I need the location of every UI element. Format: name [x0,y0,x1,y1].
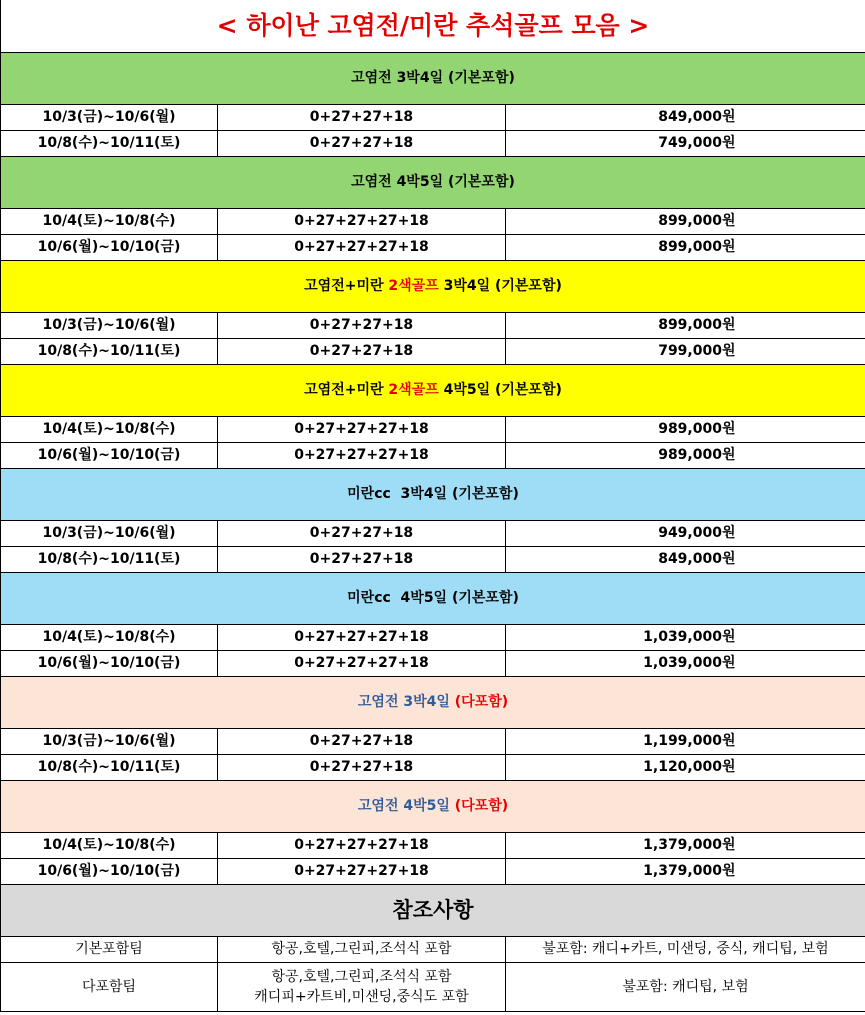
price-cell [506,520,865,546]
table-row [1,130,865,156]
section-header-text: 3박4일 (기본포함) [438,277,562,294]
price-text: 899,000원 [658,316,736,333]
rounds-cell: 0+27+27+18 [218,546,506,572]
page-title: < 하이난 고염전/미란 추석골프 모음 > [1,0,865,52]
price-text: 849,000원 [658,108,736,125]
table-row [1,624,865,650]
price-text: 1,199,000원 [643,732,736,749]
price-text: 899,000원 [658,238,736,255]
section-header [1,572,865,624]
rounds-cell: 0+27+27+27+18 [218,624,506,650]
price-cell [506,546,865,572]
date-cell: 10/6(월)~10/10(금) [1,234,218,260]
price-cell [506,650,865,676]
date-cell: 10/3(금)~10/6(월) [1,520,218,546]
price-cell [506,832,865,858]
price-text: 1,039,000원 [643,628,736,645]
section-header-text: 미란cc 4박5일 (기본포함) [347,589,519,606]
section-header-text: 고염전 4박5일 (기본포함) [351,173,515,190]
reference-excluded: 불포함: 캐디+카트, 미샌딩, 중식, 캐디팁, 보험 [506,936,865,962]
rounds-cell: 0+27+27+18 [218,728,506,754]
date-cell: 10/4(토)~10/8(수) [1,416,218,442]
rounds-cell: 0+27+27+27+18 [218,416,506,442]
table-row [1,520,865,546]
section-header-row [1,676,865,728]
price-text: 989,000원 [658,420,736,437]
title-row [1,0,865,52]
date-cell: 10/3(금)~10/6(월) [1,312,218,338]
rounds-cell: 0+27+27+18 [218,130,506,156]
section-header-text: 고염전 4박5일 [357,797,455,814]
price-text: 1,039,000원 [643,654,736,671]
rounds-cell: 0+27+27+18 [218,104,506,130]
price-text: 1,120,000원 [643,758,736,775]
section-header-row [1,572,865,624]
reference-row [1,962,865,1011]
rounds-cell: 0+27+27+18 [218,338,506,364]
price-text: 949,000원 [658,524,736,541]
section-header-highlight: 2색골프 [388,277,439,294]
section-header [1,364,865,416]
price-cell [506,416,865,442]
table-row [1,858,865,884]
date-cell: 10/6(월)~10/10(금) [1,650,218,676]
date-cell: 10/8(수)~10/11(토) [1,130,218,156]
rounds-cell: 0+27+27+27+18 [218,234,506,260]
price-cell [506,338,865,364]
rounds-cell: 0+27+27+27+18 [218,858,506,884]
section-header-row [1,260,865,312]
table-row [1,338,865,364]
date-cell: 10/8(수)~10/11(토) [1,754,218,780]
section-header [1,676,865,728]
price-text: 899,000원 [658,212,736,229]
reference-included-line: 항공,호텔,그린피,조석식 포함 [271,968,452,985]
table-row [1,650,865,676]
section-header-highlight: 2색골프 [388,381,439,398]
section-header [1,260,865,312]
rounds-cell: 0+27+27+18 [218,312,506,338]
price-cell [506,208,865,234]
date-cell: 10/8(수)~10/11(토) [1,338,218,364]
date-cell: 10/4(토)~10/8(수) [1,624,218,650]
price-text: 749,000원 [658,134,736,151]
table-row [1,208,865,234]
rounds-cell: 0+27+27+27+18 [218,832,506,858]
price-text: 1,379,000원 [643,862,736,879]
price-cell [506,858,865,884]
section-header-row [1,52,865,104]
date-cell: 10/6(월)~10/10(금) [1,442,218,468]
table-row [1,416,865,442]
rounds-cell: 0+27+27+18 [218,520,506,546]
date-cell: 10/3(금)~10/6(월) [1,104,218,130]
section-header-row [1,468,865,520]
table-row [1,442,865,468]
table-row [1,546,865,572]
section-header-text: 고염전 3박4일 (기본포함) [351,69,515,86]
reference-included: 항공,호텔,그린피,조석식 포함 [218,936,506,962]
price-cell [506,442,865,468]
reference-title: 참조사항 [1,884,865,936]
section-header-row [1,156,865,208]
table-row [1,728,865,754]
date-cell: 10/3(금)~10/6(월) [1,728,218,754]
section-header [1,52,865,104]
section-header-row [1,780,865,832]
reference-title-row [1,884,865,936]
price-cell [506,754,865,780]
table-row [1,234,865,260]
section-header-text: 고염전+미란 [304,277,389,294]
section-header-text: 미란cc 3박4일 (기본포함) [347,485,519,502]
reference-row [1,936,865,962]
section-header-highlight: (다포함) [454,797,509,814]
date-cell: 10/4(토)~10/8(수) [1,208,218,234]
rounds-cell: 0+27+27+27+18 [218,442,506,468]
rounds-cell: 0+27+27+27+18 [218,208,506,234]
price-text: 799,000원 [658,342,736,359]
section-header-text: 고염전+미란 [304,381,389,398]
section-header-row [1,364,865,416]
price-cell [506,728,865,754]
price-cell [506,234,865,260]
table-row [1,832,865,858]
price-cell [506,130,865,156]
date-cell: 10/4(토)~10/8(수) [1,832,218,858]
reference-label: 기본포함팀 [1,936,218,962]
table-row [1,312,865,338]
price-cell [506,312,865,338]
rounds-cell: 0+27+27+18 [218,754,506,780]
reference-included-line: 캐디피+카트비,미샌딩,중식도 포함 [254,988,469,1005]
price-text: 1,379,000원 [643,836,736,853]
price-cell [506,104,865,130]
price-text: 989,000원 [658,446,736,463]
table-row [1,754,865,780]
section-header [1,156,865,208]
reference-excluded: 불포함: 캐디팁, 보험 [506,962,865,1011]
section-header-text: 고염전 3박4일 [357,693,455,710]
section-header [1,780,865,832]
date-cell: 10/6(월)~10/10(금) [1,858,218,884]
section-header [1,468,865,520]
price-cell [506,624,865,650]
price-text: 849,000원 [658,550,736,567]
section-header-text: 4박5일 (기본포함) [438,381,562,398]
table-row [1,104,865,130]
rounds-cell: 0+27+27+27+18 [218,650,506,676]
date-cell: 10/8(수)~10/11(토) [1,546,218,572]
reference-label: 다포함팀 [1,962,218,1011]
section-header-highlight: (다포함) [454,693,509,710]
reference-included [218,962,506,1011]
